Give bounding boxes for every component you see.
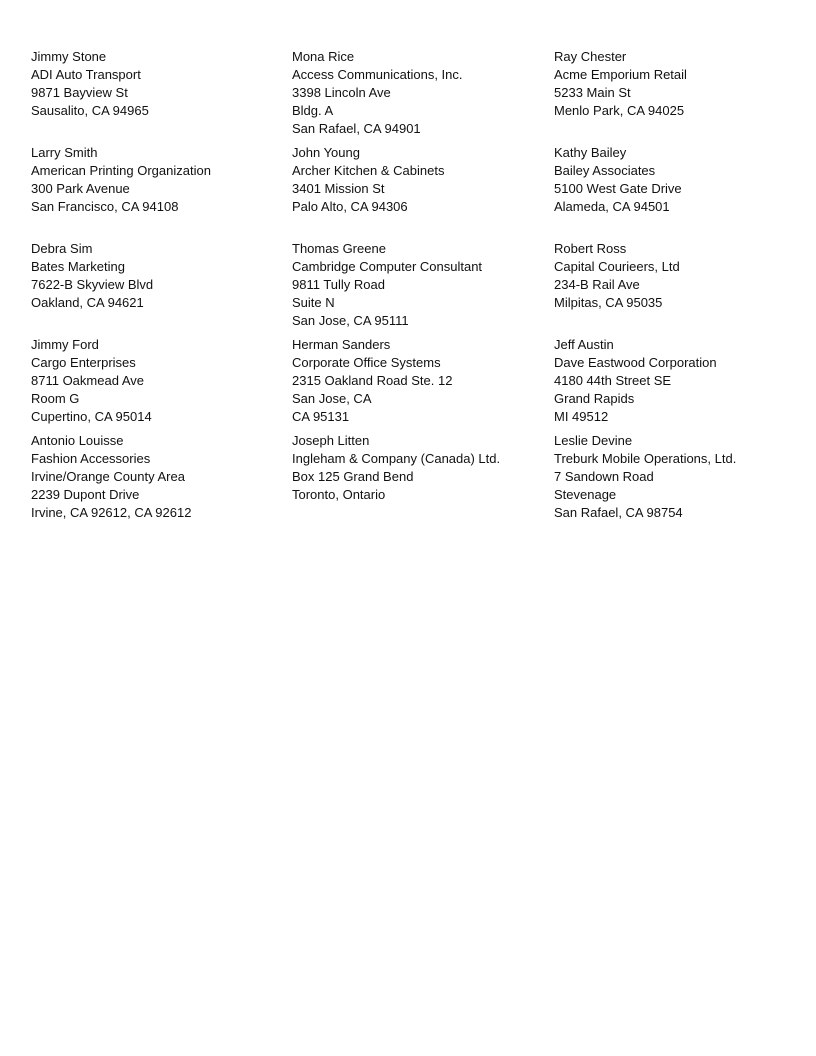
company-name: Acme Emporium Retail (554, 67, 687, 82)
address-label (554, 144, 804, 216)
street-address: 4180 44th Street SE (554, 373, 672, 388)
company-name: Archer Kitchen & Cabinets (292, 163, 445, 178)
city-state-zip: MI 49512 (554, 409, 609, 424)
street-address: 5233 Main St (554, 85, 631, 100)
address-label (554, 432, 804, 522)
contact-name: Debra Sim (31, 241, 93, 256)
address-label (554, 336, 804, 426)
city-state-zip: San Jose, CA 95111 (292, 313, 409, 328)
street-address: 7 Sandown Road (554, 469, 654, 484)
contact-name: Ray Chester (554, 49, 627, 64)
city-state-zip: Toronto, Ontario (292, 487, 386, 502)
company-name: Dave Eastwood Corporation (554, 355, 717, 370)
street-address: 8711 Oakmead Ave (31, 373, 144, 388)
address-line-2: Bldg. A (292, 103, 334, 118)
street-address: Box 125 Grand Bend (292, 469, 414, 484)
city-state-zip: San Rafael, CA 94901 (292, 121, 421, 136)
street-address: 3398 Lincoln Ave (292, 85, 391, 100)
city-state-zip: Milpitas, CA 95035 (554, 295, 663, 310)
contact-name: Mona Rice (292, 49, 355, 64)
company-name: Cargo Enterprises (31, 355, 136, 370)
contact-name: Thomas Greene (292, 241, 386, 256)
contact-name: Herman Sanders (292, 337, 391, 352)
company-name: Ingleham & Company (Canada) Ltd. (292, 451, 501, 466)
address-label (31, 240, 281, 312)
company-name: Capital Courieers, Ltd (554, 259, 680, 274)
address-label (31, 144, 281, 216)
street-address: 9811 Tully Road (292, 277, 385, 292)
contact-name: Jeff Austin (554, 337, 614, 352)
contact-name: Jimmy Stone (31, 49, 107, 64)
company-name: American Printing Organization (31, 163, 211, 178)
company-name: Cambridge Computer Consultant (292, 259, 483, 274)
city-state-zip: Palo Alto, CA 94306 (292, 199, 408, 214)
address-label (292, 432, 542, 504)
city-state-zip: Cupertino, CA 95014 (31, 409, 152, 424)
contact-name: Robert Ross (554, 241, 627, 256)
city-state-zip: Alameda, CA 94501 (554, 199, 670, 214)
contact-name: Kathy Bailey (554, 145, 627, 160)
company-name: ADI Auto Transport (31, 67, 141, 82)
address-line-2: San Jose, CA (292, 391, 372, 406)
city-state-zip: Menlo Park, CA 94025 (554, 103, 685, 118)
address-label (292, 48, 542, 138)
company-name: Bates Marketing (31, 259, 125, 274)
address-label (292, 336, 542, 426)
city-state-zip: San Francisco, CA 94108 (31, 199, 179, 214)
street-address: 5100 West Gate Drive (554, 181, 682, 196)
street-address: 2315 Oakland Road Ste. 12 (292, 373, 453, 388)
contact-name: Jimmy Ford (31, 337, 99, 352)
contact-name: John Young (292, 145, 360, 160)
company-name: Fashion Accessories (31, 451, 151, 466)
street-address: 7622-B Skyview Blvd (31, 277, 154, 292)
address-line-2: Grand Rapids (554, 391, 635, 406)
city-state-zip: San Rafael, CA 98754 (554, 505, 683, 520)
contact-name: Larry Smith (31, 145, 98, 160)
street-address: 9871 Bayview St (31, 85, 128, 100)
address-line-2: Irvine/Orange County Area (31, 469, 185, 484)
address-label (292, 240, 542, 330)
address-label (292, 144, 542, 216)
company-name: Bailey Associates (554, 163, 656, 178)
street-address: 2239 Dupont Drive (31, 487, 140, 502)
company-name: Treburk Mobile Operations, Ltd. (554, 451, 737, 466)
address-label (31, 336, 281, 426)
contact-name: Joseph Litten (292, 433, 370, 448)
street-address: 3401 Mission St (292, 181, 385, 196)
address-line-2: Stevenage (554, 487, 617, 502)
address-label (31, 432, 281, 522)
city-state-zip: CA 95131 (292, 409, 350, 424)
contact-name: Leslie Devine (554, 433, 633, 448)
address-label (554, 48, 804, 120)
street-address: 234-B Rail Ave (554, 277, 640, 292)
company-name: Access Communications, Inc. (292, 67, 463, 82)
company-name: Corporate Office Systems (292, 355, 441, 370)
address-line-2: Suite N (292, 295, 335, 310)
street-address: 300 Park Avenue (31, 181, 130, 196)
address-label (31, 48, 281, 120)
city-state-zip: Oakland, CA 94621 (31, 295, 144, 310)
city-state-zip: Sausalito, CA 94965 (31, 103, 149, 118)
address-label (554, 240, 804, 312)
contact-name: Antonio Louisse (31, 433, 124, 448)
address-line-2: Room G (31, 391, 80, 406)
city-state-zip: Irvine, CA 92612, CA 92612 (31, 505, 192, 520)
